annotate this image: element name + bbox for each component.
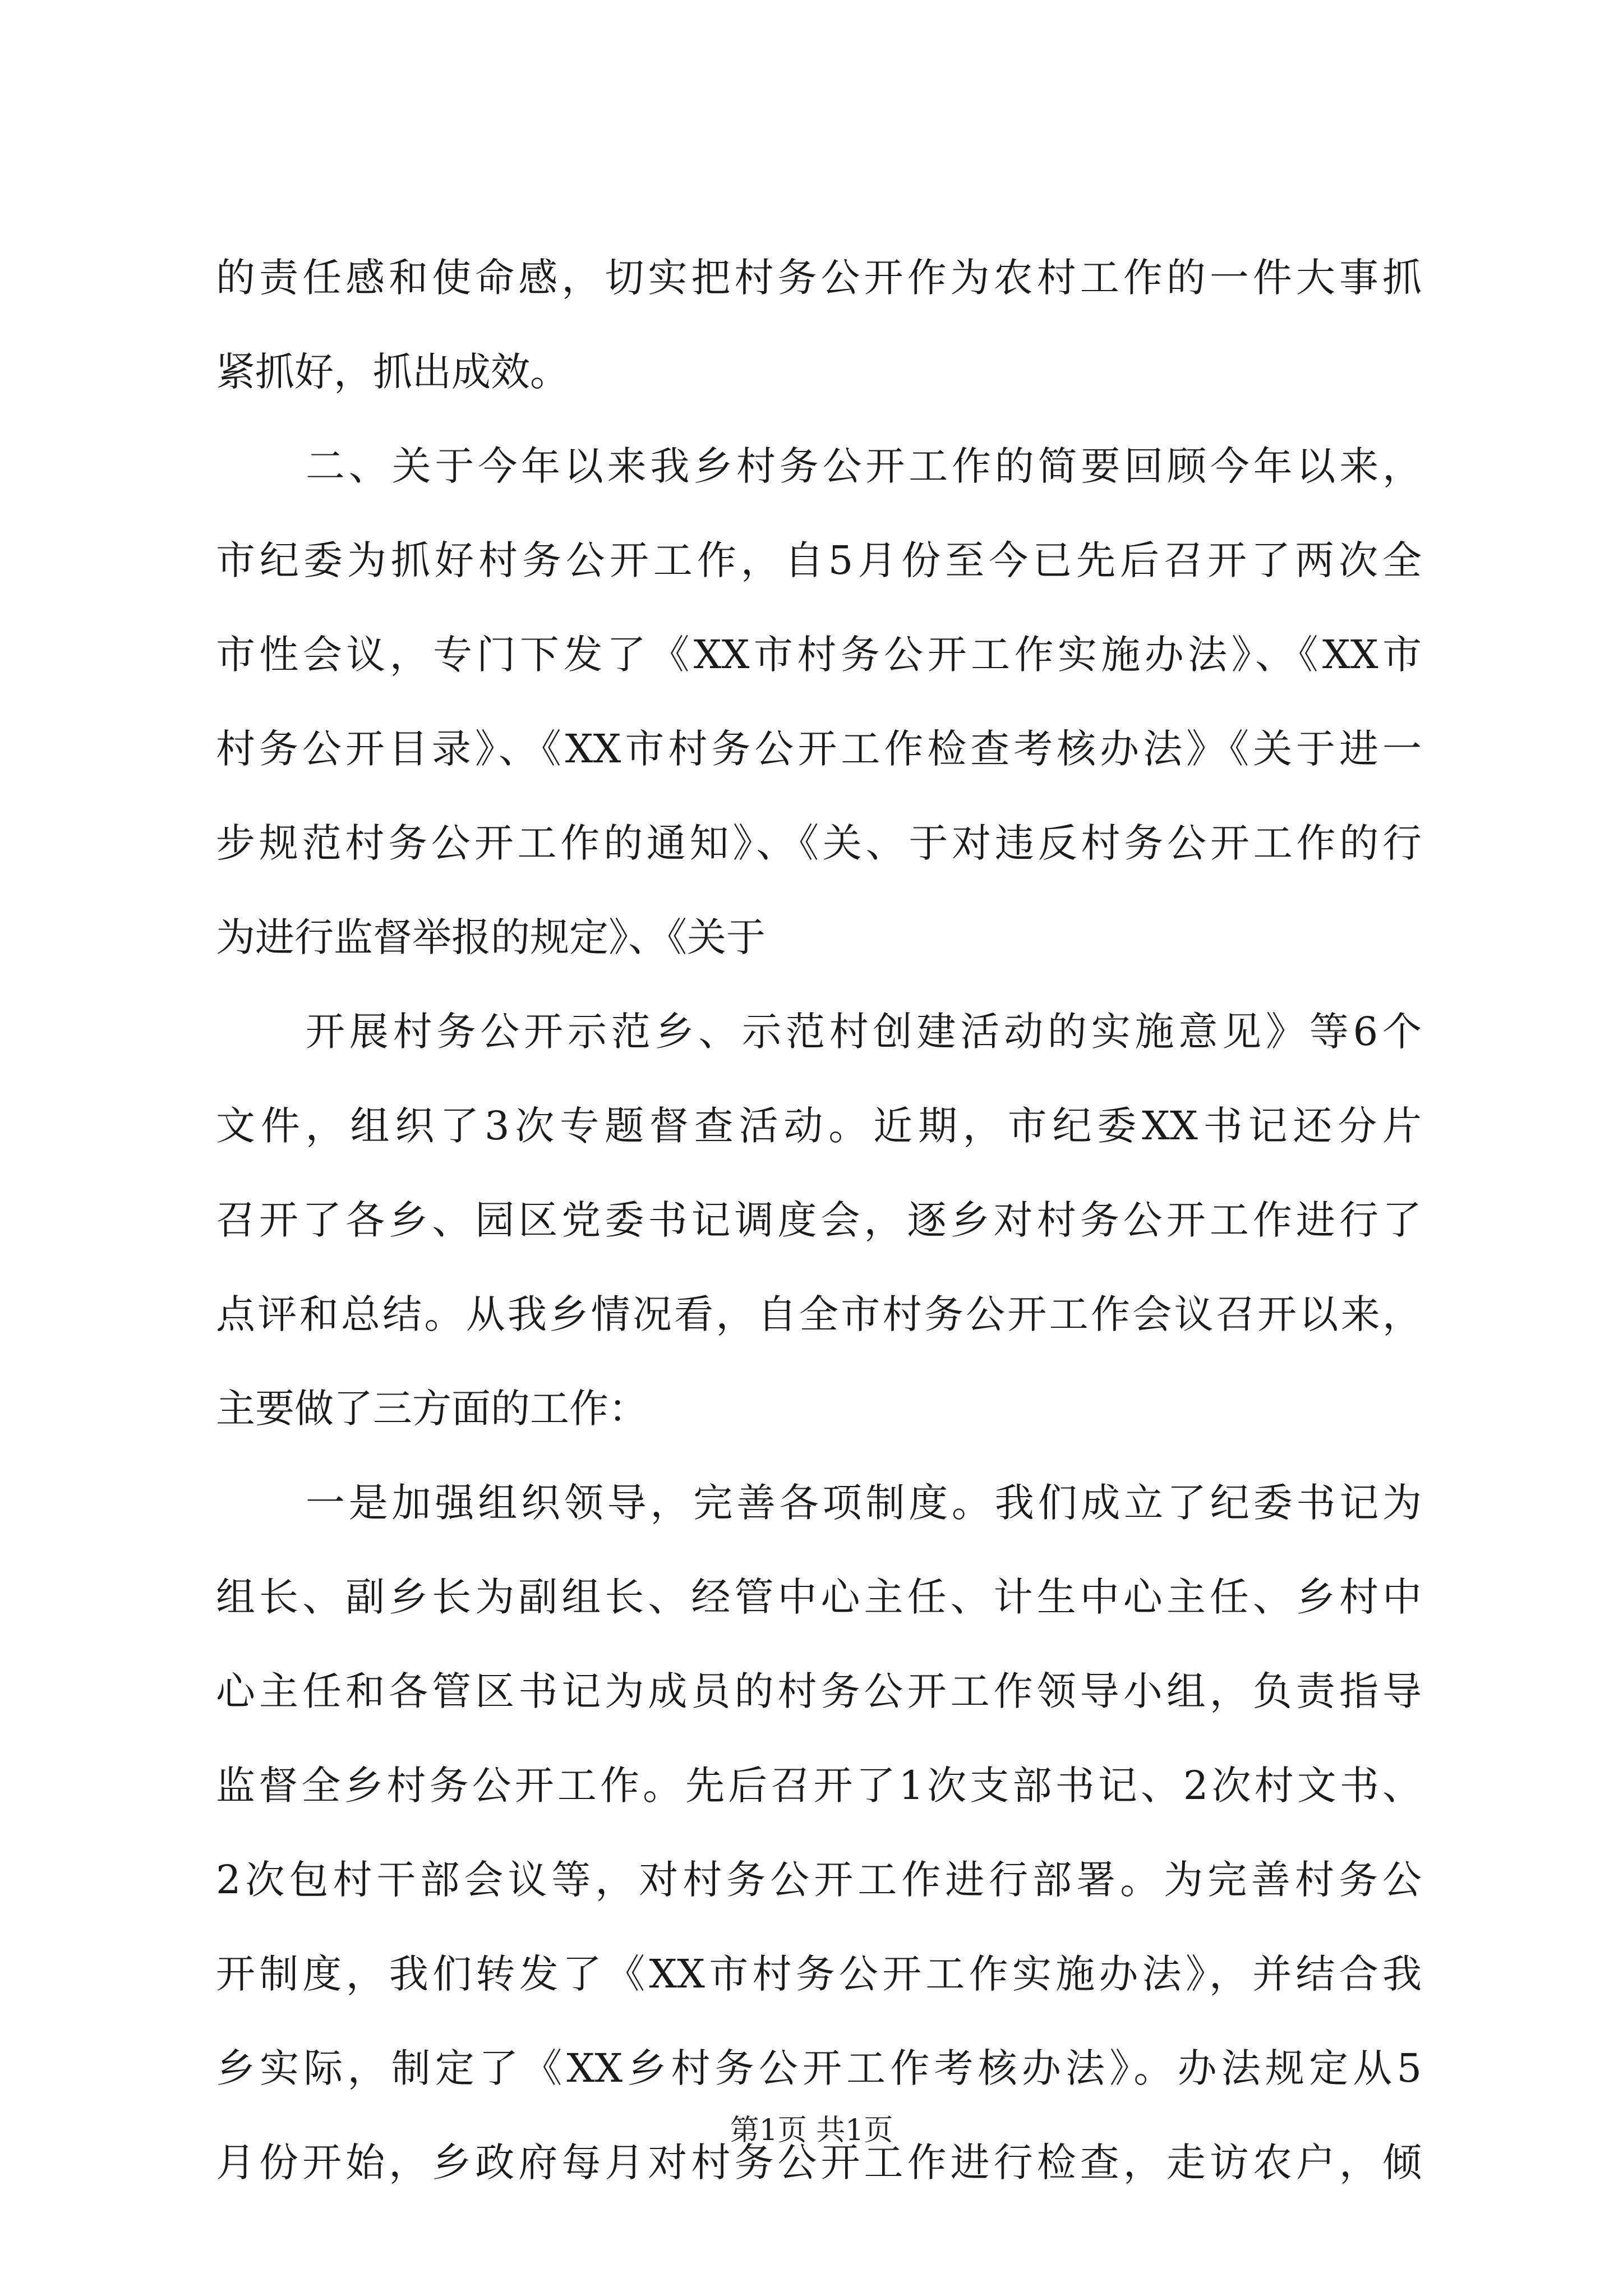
text-line-7: 步规范村务公开工作的通知》、《关、于对违反村务公开工作的行 xyxy=(216,820,1422,866)
text-line-16: 心主任和各管区书记为成员的村务公开工作领导小组，负责指导 xyxy=(216,1668,1422,1714)
text-line-8: 为进行监督举报的规定》、《关于 xyxy=(216,914,766,960)
text-line-20: 乡实际，制定了《XX乡村务公开工作考核办法》。办法规定从5 xyxy=(216,2045,1422,2091)
text-line-5: 市性会议，专门下发了《XX市村务公开工作实施办法》、《XX市 xyxy=(216,632,1422,678)
text-line-3: 二、关于今年以来我乡村务公开工作的简要回顾今年以来， xyxy=(306,443,1422,489)
text-line-1: 的责任感和使命感，切实把村务公开作为农村工作的一件大事抓 xyxy=(216,255,1422,301)
text-line-19: 开制度，我们转发了《XX市村务公开工作实施办法》，并结合我 xyxy=(216,1951,1422,1997)
text-line-6: 村务公开目录》、《XX市村务公开工作检查考核办法》《关于进一 xyxy=(216,726,1422,772)
text-line-9: 开展村务公开示范乡、示范村创建活动的实施意见》等6个 xyxy=(306,1009,1422,1055)
text-line-17: 监督全乡村务公开工作。先后召开了1次支部书记、2次村文书、 xyxy=(216,1763,1422,1809)
page-footer xyxy=(0,2116,1623,2145)
text-line-4: 市纪委为抓好村务公开工作，自5月份至今已先后召开了两次全 xyxy=(216,537,1422,583)
body-text xyxy=(216,255,1422,2237)
text-line-12: 点评和总结。从我乡情况看，自全市村务公开工作会议召开以来， xyxy=(216,1291,1422,1337)
text-line-14: 一是加强组织领导，完善各项制度。我们成立了纪委书记为 xyxy=(306,1480,1422,1526)
text-line-2: 紧抓好，抓出成效。 xyxy=(216,349,569,395)
page-number-label: 第1页 共1页 xyxy=(730,2114,893,2147)
text-line-21: 月份开始，乡政府每月对村务公开工作进行检查，走访农户，倾 xyxy=(216,2139,1422,2185)
text-line-10: 文件，组织了3次专题督查活动。近期，市纪委XX书记还分片 xyxy=(216,1103,1422,1149)
text-line-18: 2次包村干部会议等，对村务公开工作进行部署。为完善村务公 xyxy=(216,1857,1422,1903)
text-line-11: 召开了各乡、园区党委书记调度会，逐乡对村务公开工作进行了 xyxy=(216,1197,1422,1243)
text-line-15: 组长、副乡长为副组长、经管中心主任、计生中心主任、乡村中 xyxy=(216,1574,1422,1620)
text-line-13: 主要做了三方面的工作： xyxy=(216,1386,648,1432)
